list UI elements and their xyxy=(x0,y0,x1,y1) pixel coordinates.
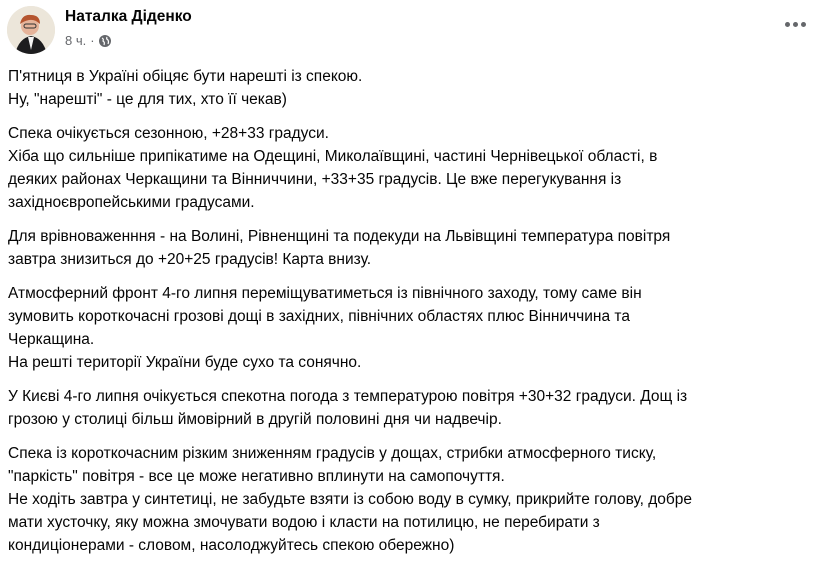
paragraph xyxy=(8,225,813,271)
globe-icon xyxy=(99,35,111,47)
paragraph xyxy=(8,65,813,111)
text-line: грозою у столиці більш ймовірний в другій половині дня чи надвечір. xyxy=(8,411,502,428)
avatar-photo xyxy=(7,6,55,54)
text-line: Для врівноваженння - на Волині, Рівненщині та подекуди на Львівщині температура повітря xyxy=(8,228,671,245)
meta-separator: · xyxy=(90,33,95,48)
text-line: На решті території України буде сухо та сонячно. xyxy=(8,354,362,371)
author-avatar[interactable] xyxy=(7,6,55,54)
text-line: "паркість" повітря - все це може негативно вплинути на самопочуття. xyxy=(8,468,505,485)
paragraph xyxy=(8,385,813,431)
text-line: Атмосферний фронт 4-го липня переміщуватиметься із північного заходу, тому саме він xyxy=(8,285,642,302)
author-name[interactable]: Наталка Діденко xyxy=(65,8,192,25)
post-meta xyxy=(65,33,111,48)
text-line: деяких районах Черкащини та Вінниччини, +33+35 градусів. Це вже перегукування із xyxy=(8,171,622,188)
text-line: Не ходіть завтра у синтетиці, не забудьте взяти із собою воду в сумку, прикрийте голову, добре xyxy=(8,491,693,508)
text-line: У Києві 4-го липня очікується спекотна погода з температурою повітря +30+32 градуси. Дощ із xyxy=(8,388,688,405)
more-options-button[interactable] xyxy=(785,22,806,27)
post-text xyxy=(8,65,813,568)
text-line: кондиціонерами - словом, насолоджуйтесь спекою обережно) xyxy=(8,537,455,554)
text-line: західноєвропейськими градусами. xyxy=(8,194,255,211)
text-line: Спека із короткочасним різким зниженням градусів у дощах, стрибки атмосферного тиску, xyxy=(8,445,657,462)
paragraph xyxy=(8,282,813,374)
text-line: мати хусточку, яку можна змочувати водою і класти на потилицю, не перебирати з xyxy=(8,514,600,531)
text-line: Ну, "нарешті" - це для тих, хто її чекав) xyxy=(8,91,287,108)
post-time[interactable]: 8 ч. xyxy=(65,33,87,48)
text-line: Спека очікується сезонною, +28+33 градуси. xyxy=(8,125,329,142)
text-line: П'ятниця в Україні обіцяє бути нарешті із спекою. xyxy=(8,68,363,85)
paragraph xyxy=(8,442,813,557)
text-line: Черкащина. xyxy=(8,331,95,348)
paragraph xyxy=(8,122,813,214)
text-line: завтра знизиться до +20+25 градусів! Карта внизу. xyxy=(8,251,372,268)
text-line: Хіба що сильніше припікатиме на Одещині, Миколаївщині, частині Чернівецької області, в xyxy=(8,148,658,165)
text-line: зумовить короткочасні грозові дощі в західних, північних областях плюс Вінниччина та xyxy=(8,308,630,325)
